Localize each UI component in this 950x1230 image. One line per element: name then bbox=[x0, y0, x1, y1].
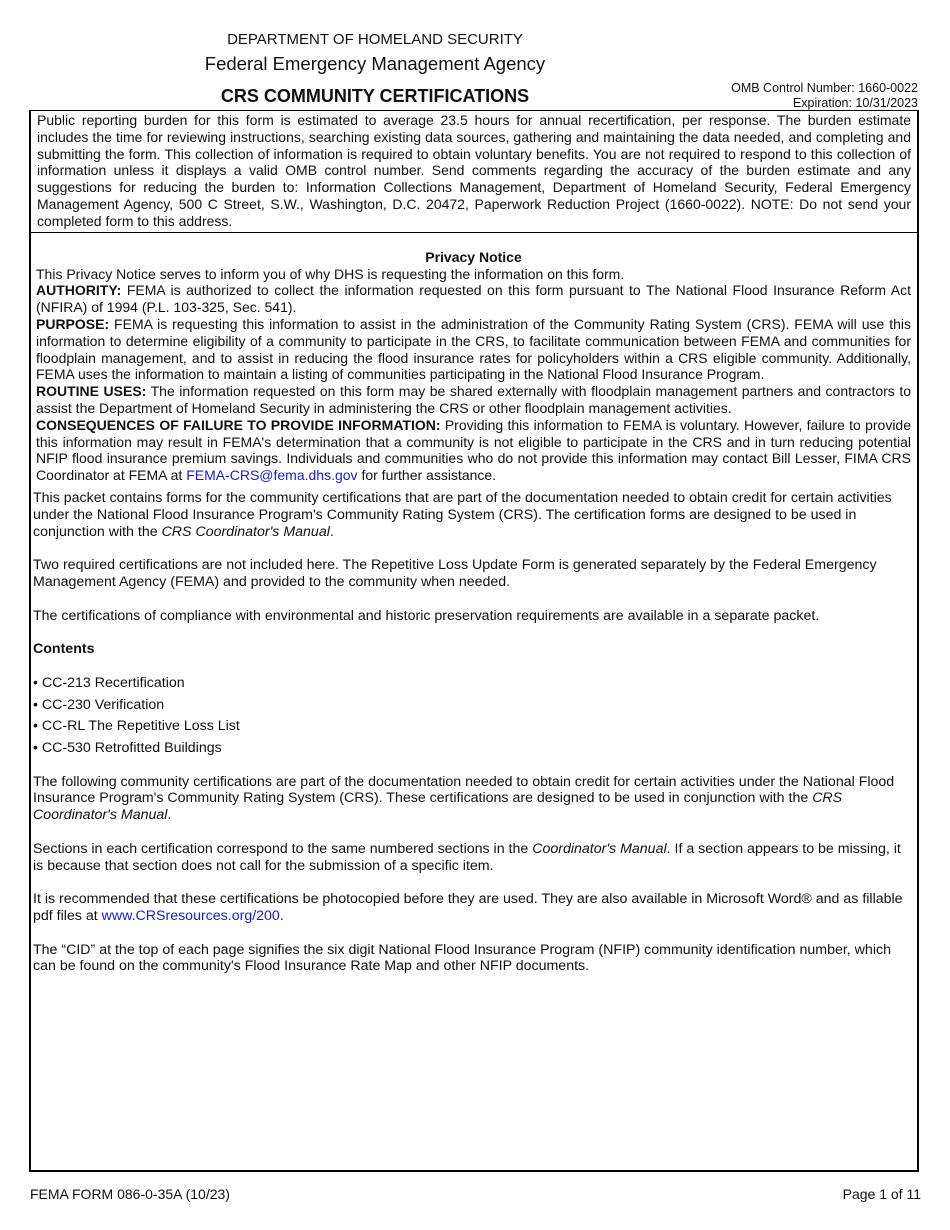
omb-control-number: OMB Control Number: 1660-0022 bbox=[731, 81, 918, 95]
authority-text: FEMA is authorized to collect the information requested on this form pursuant to The National Flood Insurance Reform Act (NFIRA) of 1994 (P.L. 103-325, Sec. 541). bbox=[36, 282, 911, 316]
form-title: CRS COMMUNITY CERTIFICATIONS bbox=[220, 86, 530, 106]
crs-resources-link[interactable]: www.CRSresources.org/200 bbox=[101, 908, 280, 925]
consequences-text: Providing this information to FEMA is voluntary. However, failure to provide this information may result in FEMA's determination that a community is not eligible to participate in the CRS and in turn reducing potential NFIP flood insurance premium savings. Individuals and communities who do not provide this information may contact Bill Lesser, FIMA CRS Coordinator at FEMA at bbox=[36, 416, 912, 484]
photocopy-text: It is recommended that these certifications be photocopied before they are used. They are also available in Microsoft Word® and as fillable pdf files at bbox=[33, 891, 903, 925]
contents-item-ccrl: • CC-RL The Repetitive Loss List bbox=[33, 718, 240, 735]
required-certifications-paragraph: Two required certifications are not included here. The Repetitive Loss Update Form is generated separately by the Federal Emergency Management Agency (FEMA) and provided to the community when needed. bbox=[33, 557, 877, 590]
community-certifications-text: The following community certifications are part of the documentation needed to obtain credit for certain activities under the National Flood Insurance Program's Community Rating System (CRS). These certifications are designed to be used in conjunction with the bbox=[33, 773, 895, 807]
agency-name: Federal Emergency Management Agency bbox=[204, 53, 546, 74]
department-name: DEPARTMENT OF HOMELAND SECURITY bbox=[227, 31, 523, 48]
contents-item-cc230: • CC-230 Verification bbox=[33, 696, 165, 713]
manual-title: CRS Coordinator's Manual bbox=[161, 523, 330, 540]
consequences-tail: for further assistance. bbox=[357, 467, 497, 484]
sections-text: Sections in each certification correspond to the same numbered sections in the bbox=[33, 840, 533, 857]
routine-uses-paragraph bbox=[36, 383, 911, 417]
coordinators-manual-title: Coordinator's Manual bbox=[532, 840, 667, 857]
privacy-notice bbox=[31, 233, 917, 484]
packet-body bbox=[31, 484, 917, 975]
fema-crs-email-link[interactable]: FEMA-CRS@fema.dhs.gov bbox=[186, 467, 358, 484]
sections-paragraph bbox=[33, 841, 915, 875]
sections-text-end: . If a section appears to be missing, it is because that section does not call for the submission of a specific item. bbox=[33, 840, 901, 874]
packet-intro-text: This packet contains forms for the community certifications that are part of the documentation needed to obtain credit for certain activities under the National Flood Insurance Program's Community Rating System (CRS). The certification forms are designed to be used in conjunction with the bbox=[33, 489, 892, 540]
consequences-paragraph bbox=[36, 417, 911, 484]
purpose-label: PURPOSE: bbox=[36, 315, 110, 332]
contents-heading: Contents bbox=[33, 641, 95, 658]
community-certifications-paragraph bbox=[33, 774, 915, 824]
page-number: Page 1 of 11 bbox=[842, 1186, 921, 1202]
routine-uses-label: ROUTINE USES: bbox=[36, 383, 147, 400]
contents-item-cc213: • CC-213 Recertification bbox=[33, 674, 185, 691]
purpose-text: FEMA is requesting this information to assist in the administration of the Community Rating System (CRS). FEMA will use this information to determine eligibility of a community to participate in the CRS, to facilitate communication between FEMA and communities for floodplain management, and to assist in reducing the flood insurance rates for policyholders within a CRS eligible community. Additionally, FEMA uses the information to maintain a listing of communities participating in the National Flood Insurance Program. bbox=[36, 315, 911, 383]
environmental-certifications-paragraph: The certifications of compliance with environmental and historic preservation requirements are available in a separate packet. bbox=[33, 607, 820, 624]
contents-item-cc530: • CC-530 Retrofitted Buildings bbox=[33, 740, 222, 757]
manual-title-2: CRS Coordinator's Manual bbox=[33, 790, 843, 824]
purpose-paragraph bbox=[36, 316, 911, 383]
authority-paragraph bbox=[36, 282, 911, 316]
expiration-date: Expiration: 10/31/2023 bbox=[792, 95, 918, 110]
burden-statement: Public reporting burden for this form is estimated to average 23.5 hours for annual recertification, per response. The burden estimate includes the time for reviewing instructions, searching existing data sources, gathering and maintaining the data needed, and completing and submitting the form. This collection of information is required to obtain voluntary benefits. You are not required to respond to this collection of information unless it displays a valid OMB control number. Send comments regarding the accuracy of the burden estimate and any suggestions for reducing the burden to: Information Collections Management, Department of Homeland Security, Federal Emergency Management Agency, 500 C Street, S.W., Washington, D.C. 20472, Paperwork Reduction Project (1660-0022). NOTE: Do not send your completed form to this address. bbox=[31, 111, 917, 233]
authority-label: AUTHORITY: bbox=[36, 282, 122, 299]
contents-list bbox=[33, 675, 915, 757]
cid-paragraph: The “CID” at the top of each page signifies the six digit National Flood Insurance Program (NFIP) community identification number, which can be found on the community's Flood Insurance Rate Map and other NFIP documents. bbox=[33, 941, 891, 975]
form-frame bbox=[29, 110, 919, 1172]
consequences-label: CONSEQUENCES OF FAILURE TO PROVIDE INFORMATION: bbox=[36, 416, 441, 433]
form-number: FEMA FORM 086-0-35A (10/23) bbox=[30, 1186, 230, 1202]
community-certifications-end: . bbox=[167, 807, 172, 824]
photocopy-paragraph bbox=[33, 891, 915, 925]
omb-info bbox=[731, 81, 918, 110]
privacy-heading: Privacy Notice bbox=[425, 248, 522, 265]
privacy-intro: This Privacy Notice serves to inform you of why DHS is requesting the information on this form. bbox=[36, 265, 625, 282]
photocopy-end: . bbox=[279, 908, 284, 925]
packet-intro-paragraph bbox=[33, 490, 915, 540]
routine-uses-text: The information requested on this form may be shared externally with floodplain management partners and contractors to assist the Department of Homeland Security in administering the CRS or other floodplain management activities. bbox=[36, 383, 912, 416]
packet-intro-end: . bbox=[329, 523, 334, 540]
